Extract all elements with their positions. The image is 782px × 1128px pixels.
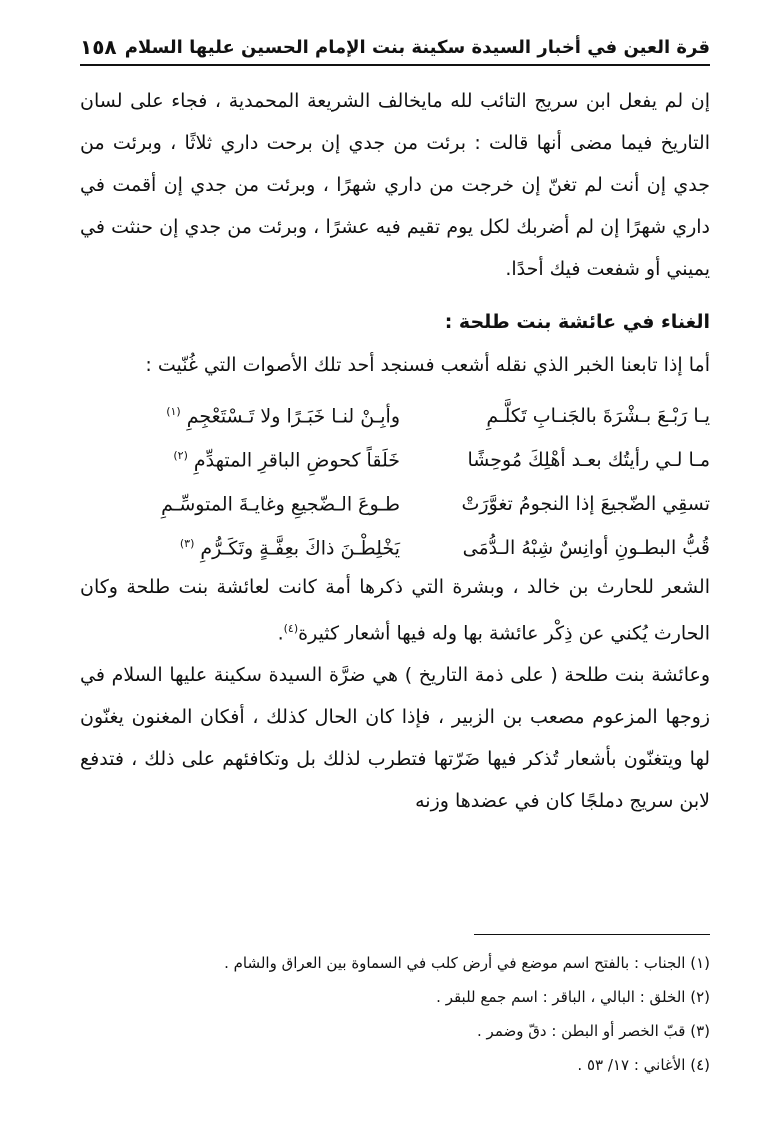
poem-verse-4: [80, 522, 710, 566]
paragraph-last: وعائشة بنت طلحة ( على ذمة التاريخ ) هي ضرَّة السيدة سكينة عليها السلام في زوجها المزعوم مصعب بن الزبير ، فإذا كان الحال كذلك ، أفكان المغنون يغنّون لها ويتغنّون بأشعار تُذكر فيها ضَرّتها فتطرب لذلك بل وتكافئهم على ذلك ، فتدفع لابن سريج دملجًا كان في عضدها وزنه: [80, 664, 710, 813]
verse-second-text: طـوعَ الـضّجيعِ وغايـةَ المتوسِّـمِ: [161, 493, 400, 516]
paragraph-opening: إن لم يفعل ابن سريج التائب لله مايخالف الشريعة المحمدية ، فجاء على لسان التاريخ فيما مضى أنها قالت : برئت من جدي إن برحت داري ثلاثًا ، وبرئت من جدي إن أنت لم تغنّ إن خرجت من داري شهرًا ، وبرئت من جدي إن أقمت في داري شهرًا إن لم أضربك لكل يوم تقيم فيه عشرًا ، وبرئت من جدي إن حنثت في يميني أو شفعت فيك أحدًا.: [80, 90, 710, 280]
page-header: [80, 30, 710, 66]
footnote-4: (٤) الأغاني : ١٧/ ٥٣ .: [577, 1056, 710, 1074]
verse-second-hemistich: [80, 522, 400, 570]
footnote-1: (١) الجناب : بالفتح اسم موضع في أرض كلب في السماوة بين العراق والشام .: [224, 954, 710, 972]
paragraph-after-poem: [80, 566, 710, 654]
page-body: [80, 80, 710, 822]
poem-verse-2: [80, 434, 710, 478]
paragraph-after-poem-text: الشعر للحارث بن خالد ، وبشرة التي ذكرها أمة كانت لعائشة بنت طلحة وكان الحارث يُكني عن ذِكْر عائشة بها وله فيها أشعار كثيرة: [80, 576, 710, 645]
verse-second-text: يَخْلِطْـنَ ذاكَ بعِفَّـةٍ وتَكَـرُّمِ: [200, 537, 400, 560]
verse-second-hemistich: [80, 478, 400, 526]
verse-second-hemistich: [80, 434, 400, 482]
paragraph-end-punct: .: [277, 622, 284, 645]
footnote-marker: (٢): [173, 449, 188, 462]
running-title: قرة العين في أخبار السيدة سكينة بنت الإمام الحسين عليها السلام: [124, 36, 710, 58]
poem: [80, 390, 710, 566]
footnote-3: (٣) قبّ الخصر أو البطن : دقّ وضمر .: [477, 1022, 710, 1040]
page-number: ١٥٨: [80, 35, 117, 59]
verse-first-hemistich: قُبُّ البطـونِ أوانِسٌ شِبْهُ الـدُّمَى: [462, 537, 710, 560]
footnotes: [80, 946, 710, 1082]
verse-first-hemistich: مـا لـي رأيتُك بعـد أهْلِكَ مُوحِشًا: [467, 449, 710, 472]
verse-first-hemistich: يـا رَبْـعَ بـشْرَةَ بالجَنـابِ تَكلَّـمِ: [486, 405, 710, 428]
verse-second-text: خَلَقاً كحوضِ الباقرِ المتهدِّمِ: [193, 449, 400, 472]
footnote-separator: [474, 934, 710, 935]
footnote-marker: (٣): [179, 537, 195, 550]
paragraph-intro: أما إذا تابعنا الخبر الذي نقله أشعب فسنجد أحد تلك الأصوات التي غُنّيت :: [145, 354, 710, 376]
footnote-marker: (٤): [283, 622, 299, 635]
verse-second-hemistich: [80, 390, 400, 438]
poem-verse-1: [80, 390, 710, 434]
verse-second-text: وأبِـنْ لنـا خَبَـرًا ولا تَـسْتَعْجِمِ: [186, 405, 400, 428]
verse-first-hemistich: تسقِي الضّجيعَ إذا النجومُ تغوَّرَتْ: [461, 493, 710, 516]
poem-verse-3: [80, 478, 710, 522]
footnote-2: (٢) الخلق : البالي ، الباقر : اسم جمع للبقر .: [436, 988, 710, 1006]
section-heading: الغناء في عائشة بنت طلحة :: [444, 311, 710, 333]
footnote-marker: (١): [166, 405, 181, 418]
